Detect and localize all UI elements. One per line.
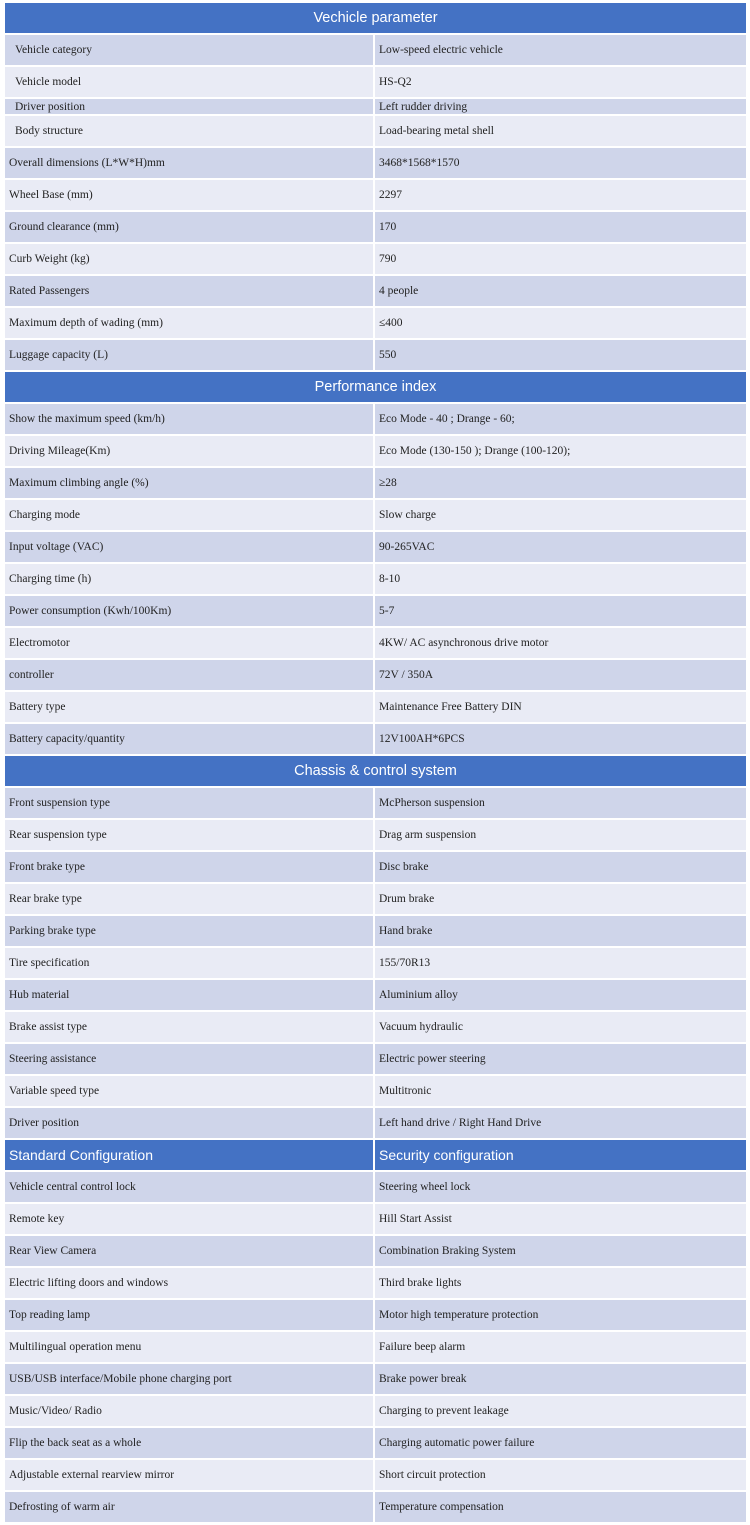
security-item: Combination Braking System xyxy=(375,1236,746,1266)
param-value: Slow charge xyxy=(375,500,746,530)
param-name: Maximum climbing angle (%) xyxy=(5,468,375,498)
param-name: Power consumption (Kwh/100Km) xyxy=(5,596,375,626)
table-row xyxy=(5,1012,746,1044)
param-name: Battery type xyxy=(5,692,375,722)
param-value: Drag arm suspension xyxy=(375,820,746,850)
param-name: Body structure xyxy=(5,116,375,146)
security-item: Charging automatic power failure xyxy=(375,1428,746,1458)
param-name: Luggage capacity (L) xyxy=(5,340,375,370)
table-row xyxy=(5,1300,746,1332)
table-row xyxy=(5,276,746,308)
table-row xyxy=(5,404,746,436)
table-row xyxy=(5,1044,746,1076)
standard-item: Vehicle central control lock xyxy=(5,1172,375,1202)
param-value: Drum brake xyxy=(375,884,746,914)
table-row xyxy=(5,1364,746,1396)
table-row xyxy=(5,724,746,756)
table-row xyxy=(5,148,746,180)
security-configuration-title: Security configuration xyxy=(375,1140,746,1170)
table-row xyxy=(5,1172,746,1204)
param-name: Electromotor xyxy=(5,628,375,658)
param-value: 550 xyxy=(375,340,746,370)
section-header-performance: Performance index xyxy=(5,372,746,404)
table-row xyxy=(5,564,746,596)
table-row xyxy=(5,212,746,244)
security-item: Charging to prevent leakage xyxy=(375,1396,746,1426)
table-row xyxy=(5,1268,746,1300)
table-row xyxy=(5,980,746,1012)
param-name: Front brake type xyxy=(5,852,375,882)
table-row xyxy=(5,1492,746,1524)
standard-item: Flip the back seat as a whole xyxy=(5,1428,375,1458)
param-name: Rear brake type xyxy=(5,884,375,914)
param-name: Variable speed type xyxy=(5,1076,375,1106)
table-row xyxy=(5,532,746,564)
standard-item: Adjustable external rearview mirror xyxy=(5,1460,375,1490)
security-item: Hill Start Assist xyxy=(375,1204,746,1234)
table-row xyxy=(5,1236,746,1268)
table-row xyxy=(5,820,746,852)
param-value: Low-speed electric vehicle xyxy=(375,35,746,65)
param-name: Show the maximum speed (km/h) xyxy=(5,404,375,434)
table-row xyxy=(5,35,746,67)
param-value: Load-bearing metal shell xyxy=(375,116,746,146)
param-value: 5-7 xyxy=(375,596,746,626)
security-item: Failure beep alarm xyxy=(375,1332,746,1362)
table-row xyxy=(5,500,746,532)
param-name: Curb Weight (kg) xyxy=(5,244,375,274)
section-header-chassis: Chassis & control system xyxy=(5,756,746,788)
param-name: Vehicle category xyxy=(5,35,375,65)
param-value: 72V / 350A xyxy=(375,660,746,690)
param-value: McPherson suspension xyxy=(375,788,746,818)
table-row xyxy=(5,628,746,660)
param-value: 4KW/ AC asynchronous drive motor xyxy=(375,628,746,658)
security-item: Motor high temperature protection xyxy=(375,1300,746,1330)
section-header-configuration xyxy=(5,1140,746,1172)
table-row xyxy=(5,180,746,212)
standard-item: Remote key xyxy=(5,1204,375,1234)
param-value: 4 people xyxy=(375,276,746,306)
param-value: 90-265VAC xyxy=(375,532,746,562)
table-row xyxy=(5,99,746,116)
table-row xyxy=(5,852,746,884)
standard-configuration-title: Standard Configuration xyxy=(5,1140,375,1170)
table-row xyxy=(5,116,746,148)
standard-item: Top reading lamp xyxy=(5,1300,375,1330)
table-row xyxy=(5,948,746,980)
param-name: Charging time (h) xyxy=(5,564,375,594)
table-row xyxy=(5,340,746,372)
section-header-vehicle: Vechicle parameter xyxy=(5,3,746,35)
param-name: Charging mode xyxy=(5,500,375,530)
param-name: controller xyxy=(5,660,375,690)
table-row xyxy=(5,1428,746,1460)
param-value: Vacuum hydraulic xyxy=(375,1012,746,1042)
spec-table xyxy=(5,3,746,1524)
param-value: Electric power steering xyxy=(375,1044,746,1074)
param-name: Rear suspension type xyxy=(5,820,375,850)
table-row xyxy=(5,468,746,500)
table-row xyxy=(5,884,746,916)
param-value: 170 xyxy=(375,212,746,242)
param-name: Driver position xyxy=(5,1108,375,1138)
security-item: Temperature compensation xyxy=(375,1492,746,1522)
param-name: Rated Passengers xyxy=(5,276,375,306)
param-value: HS-Q2 xyxy=(375,67,746,97)
param-name: Tire specification xyxy=(5,948,375,978)
table-row xyxy=(5,692,746,724)
security-item: Short circuit protection xyxy=(375,1460,746,1490)
param-name: Ground clearance (mm) xyxy=(5,212,375,242)
security-item: Third brake lights xyxy=(375,1268,746,1298)
table-row xyxy=(5,596,746,628)
standard-item: Music/Video/ Radio xyxy=(5,1396,375,1426)
param-value: 2297 xyxy=(375,180,746,210)
param-name: Battery capacity/quantity xyxy=(5,724,375,754)
param-value: Left rudder driving xyxy=(375,99,746,114)
param-value: Eco Mode - 40 ; Drange - 60; xyxy=(375,404,746,434)
param-value: Eco Mode (130-150 ); Drange (100-120); xyxy=(375,436,746,466)
table-row xyxy=(5,788,746,820)
security-item: Brake power break xyxy=(375,1364,746,1394)
table-row xyxy=(5,1204,746,1236)
table-row xyxy=(5,1108,746,1140)
table-row xyxy=(5,1460,746,1492)
standard-item: Multilingual operation menu xyxy=(5,1332,375,1362)
table-row xyxy=(5,67,746,99)
security-item: Steering wheel lock xyxy=(375,1172,746,1202)
param-name: Driving Mileage(Km) xyxy=(5,436,375,466)
param-value: 8-10 xyxy=(375,564,746,594)
standard-item: Defrosting of warm air xyxy=(5,1492,375,1522)
param-value: 155/70R13 xyxy=(375,948,746,978)
param-value: 3468*1568*1570 xyxy=(375,148,746,178)
param-name: Brake assist type xyxy=(5,1012,375,1042)
table-row xyxy=(5,1396,746,1428)
param-value: ≥28 xyxy=(375,468,746,498)
table-row xyxy=(5,436,746,468)
param-value: Multitronic xyxy=(375,1076,746,1106)
table-row xyxy=(5,244,746,276)
param-name: Input voltage (VAC) xyxy=(5,532,375,562)
param-name: Wheel Base (mm) xyxy=(5,180,375,210)
param-name: Parking brake type xyxy=(5,916,375,946)
standard-item: Rear View Camera xyxy=(5,1236,375,1266)
param-name: Driver position xyxy=(5,99,375,114)
param-value: ≤400 xyxy=(375,308,746,338)
param-name: Vehicle model xyxy=(5,67,375,97)
param-value: 12V100AH*6PCS xyxy=(375,724,746,754)
param-name: Hub material xyxy=(5,980,375,1010)
param-name: Front suspension type xyxy=(5,788,375,818)
standard-item: Electric lifting doors and windows xyxy=(5,1268,375,1298)
param-value: Disc brake xyxy=(375,852,746,882)
param-value: Hand brake xyxy=(375,916,746,946)
param-value: 790 xyxy=(375,244,746,274)
param-name: Steering assistance xyxy=(5,1044,375,1074)
standard-item: USB/USB interface/Mobile phone charging port xyxy=(5,1364,375,1394)
param-name: Overall dimensions (L*W*H)mm xyxy=(5,148,375,178)
table-row xyxy=(5,308,746,340)
param-value: Aluminium alloy xyxy=(375,980,746,1010)
table-row xyxy=(5,916,746,948)
param-value: Left hand drive / Right Hand Drive xyxy=(375,1108,746,1138)
table-row xyxy=(5,1076,746,1108)
param-name: Maximum depth of wading (mm) xyxy=(5,308,375,338)
table-row xyxy=(5,660,746,692)
table-row xyxy=(5,1332,746,1364)
param-value: Maintenance Free Battery DIN xyxy=(375,692,746,722)
